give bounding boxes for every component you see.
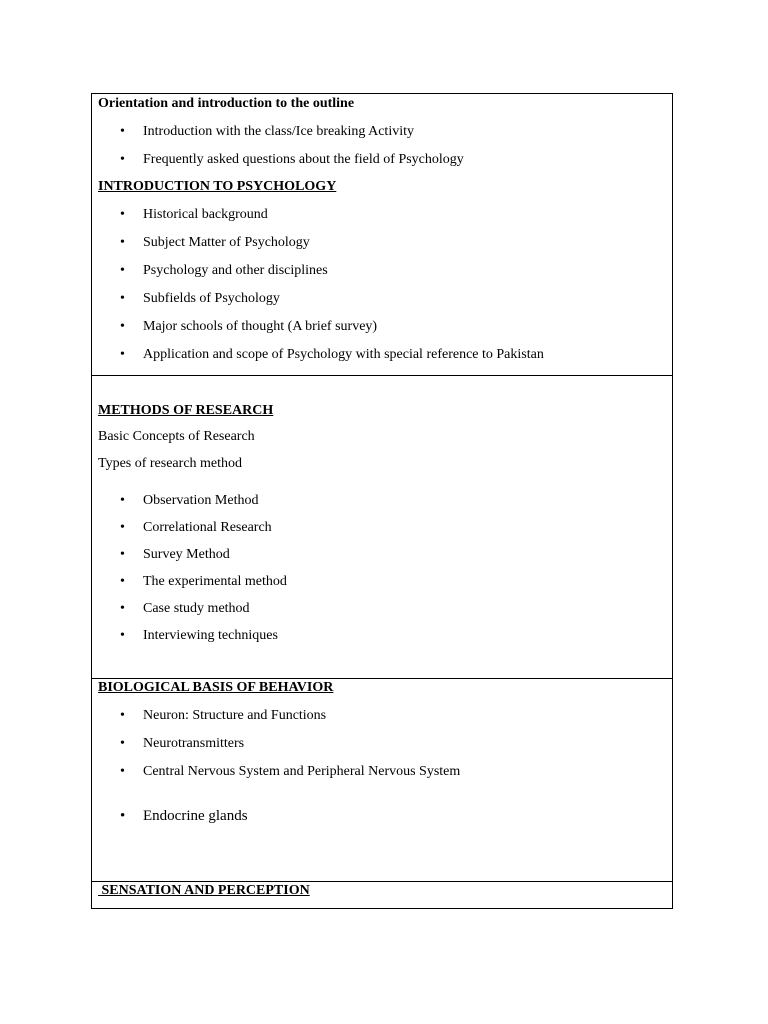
- biological-basis-heading: BIOLOGICAL BASIS OF BEHAVIOR: [98, 680, 334, 695]
- list-item: • Observation Method: [98, 493, 666, 509]
- list-item: • Application and scope of Psychology with special reference to Pakistan: [98, 347, 666, 363]
- biological-topics-list: [98, 708, 666, 824]
- outline-cell-introduction: [92, 94, 673, 376]
- list-item: • Neuron: Structure and Functions: [98, 708, 666, 724]
- list-item: • Major schools of thought (A brief survey): [98, 319, 666, 335]
- list-item: • Case study method: [98, 601, 666, 617]
- list-item: • Survey Method: [98, 547, 666, 563]
- list-item: • Endocrine glands: [98, 808, 666, 824]
- list-item: • Neurotransmitters: [98, 736, 666, 752]
- list-item: • Historical background: [98, 207, 666, 223]
- outline-cell-methods: [92, 376, 673, 679]
- introduction-topics-list: [98, 207, 666, 363]
- types-of-research-line: Types of research method: [98, 456, 243, 471]
- list-item: • Correlational Research: [98, 520, 666, 536]
- outline-row-biological: [92, 679, 673, 882]
- list-item: • Frequently asked questions about the field of Psychology: [98, 152, 666, 168]
- orientation-list: [98, 124, 666, 168]
- list-item: • Psychology and other disciplines: [98, 263, 666, 279]
- list-item: • Introduction with the class/Ice breaking Activity: [98, 124, 666, 140]
- list-item: • Interviewing techniques: [98, 628, 666, 644]
- outline-cell-sensation: [92, 882, 673, 909]
- outline-row-methods: [92, 376, 673, 679]
- research-methods-list: [98, 493, 666, 644]
- outline-row-sensation: [92, 882, 673, 909]
- introduction-to-psychology-heading: INTRODUCTION TO PSYCHOLOGY: [98, 179, 337, 194]
- list-item: • The experimental method: [98, 574, 666, 590]
- methods-of-research-heading: METHODS OF RESEARCH: [98, 403, 274, 418]
- list-item: • Subject Matter of Psychology: [98, 235, 666, 251]
- outline-cell-biological: [92, 679, 673, 882]
- orientation-heading: Orientation and introduction to the outline: [98, 96, 355, 111]
- list-item: • Subfields of Psychology: [98, 291, 666, 307]
- list-item: • Central Nervous System and Peripheral Nervous System: [98, 764, 666, 780]
- outline-row-introduction: [92, 94, 673, 376]
- course-outline-table: [91, 93, 673, 909]
- sensation-and-perception-heading: SENSATION AND PERCEPTION: [98, 883, 310, 898]
- basic-concepts-line: Basic Concepts of Research: [98, 429, 255, 444]
